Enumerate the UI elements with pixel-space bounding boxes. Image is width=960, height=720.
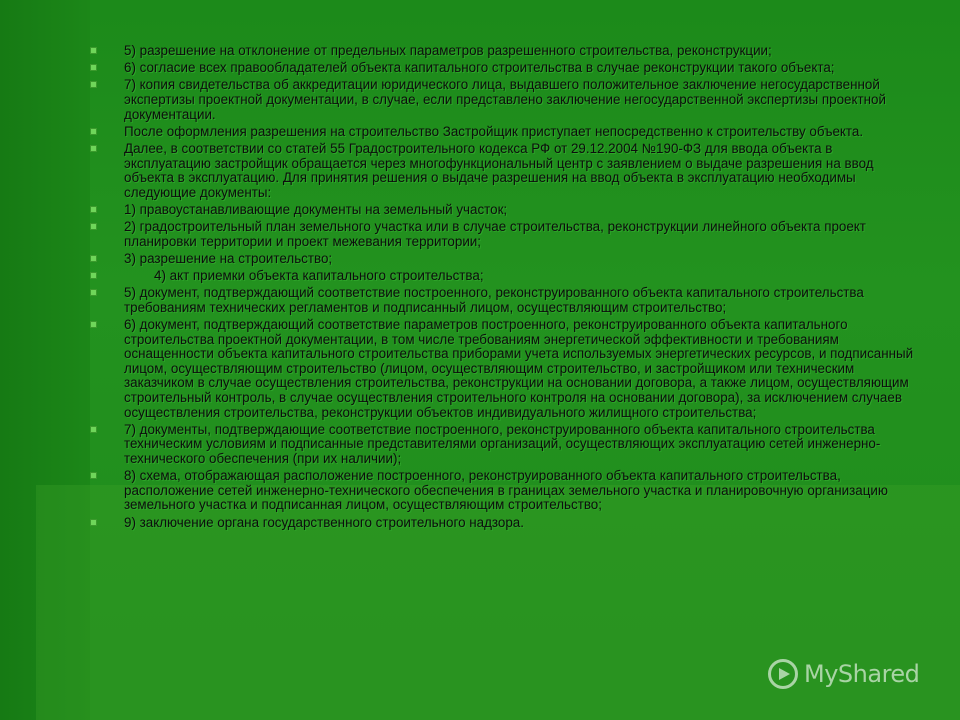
bullet-icon [90,223,97,230]
list-item [90,269,920,284]
list-item-text: 6) согласие всех правообладателей объекта капитального строительства в случае реконструкции такого объекта; [124,60,835,76]
list-item-text: 5) разрешение на отклонение от предельных параметров разрешенного строительства, реконструкции; [124,43,772,58]
list-item-text: 1) правоустанавливающие документы на земельный участок; [124,201,508,217]
bullet-icon [90,272,97,279]
list-item-text: 6) документ, подтверждающий соответствие параметров построенного, реконструированного объекта капитального строительства проектной документации, в том числе требованиям энергетической эффективности и требованиям оснащенности объекта капитального строительства приборами учета используемых энергетических ресурсов, и подписанный лицом, осуществляющим строительство (лицом, осуществляющим строительство, и застройщиком или техническим заказчиком в случае осуществления строительства, реконструкции на основании договора, а также лицом, осуществляющим строительный контроль, в случае осуществления строительного контроля на основании договора), за исключением случаев осуществления строительства, реконструкции объектов индивидуального жилищного строительства; [124,317,914,420]
list-item [90,469,920,513]
list-item-text: 3) разрешение на строительство; [124,250,333,266]
bullet-icon [90,426,97,433]
bullet-icon [90,472,97,479]
bullet-icon [90,206,97,213]
list-item-text: 5) документ, подтверждающий соответствие построенного, реконструированного объекта капитального строительства требованиям технических регламентов и подписанный лицом, осуществляющим строительство; [124,285,864,315]
list-item [90,125,920,140]
list-item-text: 2) градостроительный план земельного участка или в случае строительства, реконструкции линейного объекта проект планировки территории и проект межевания территории; [124,219,866,249]
play-logo-icon [768,659,798,689]
bullet-icon [90,64,97,71]
bullet-icon [90,255,97,262]
list-item-text: 7) документы, подтверждающие соответствие построенного, реконструированного объекта капитального строительства техническим условиям и подписанные представителями организаций, осуществляющих эксплуатацию сетей инженерно-технического обеспечения (при их наличии); [124,421,881,466]
bullet-icon [90,519,97,526]
bullet-list [90,44,920,533]
list-item [90,318,920,420]
list-item [90,142,920,200]
bullet-icon [90,321,97,328]
list-item [90,78,920,122]
bullet-icon [90,128,97,135]
list-item-text: Далее, в соответствии со статей 55 Градостроительного кодекса РФ от 29.12.2004 №190-ФЗ для ввода объекта в эксплуатацию застройщик обращается через многофункциональный центр с заявлением о выдаче разрешения на ввод объекта в эксплуатацию. Для принятия решения о выдаче разрешения на ввод объекта в эксплуатацию необходимы следующие документы: [124,140,874,200]
bullet-icon [90,289,97,296]
list-item [90,286,920,315]
bullet-icon [90,145,97,152]
bullet-icon [90,47,97,54]
list-item [90,516,920,531]
list-item-text: После оформления разрешения на строительство Застройщик приступает непосредственно к строительству объекта. [124,123,864,139]
list-item-text: 4) акт приемки объекта капитального строительства; [154,268,484,284]
watermark-text: MyShared [804,660,920,688]
list-item-text: 9) заключение органа государственного строительного надзора. [124,514,524,530]
list-item-text: 8) схема, отображающая расположение построенного, реконструированного объекта капитального строительства, расположение сетей инженерно-технического обеспечения в границах земельного участка и планировочную организацию земельного участка и подписанная лицом, осуществляющим строительство; [124,468,888,513]
watermark [768,656,919,692]
list-item [90,44,920,59]
list-item [90,423,920,467]
list-item [90,203,920,218]
list-item [90,61,920,76]
bullet-icon [90,81,97,88]
list-item [90,252,920,267]
list-item [90,220,920,249]
list-item-text: 7) копия свидетельства об аккредитации юридического лица, выдавшего положительное заключение негосударственной экспертизы проектной документации, в случае, если представлено заключение негосударственной экспертизы проектной документации. [124,77,886,122]
